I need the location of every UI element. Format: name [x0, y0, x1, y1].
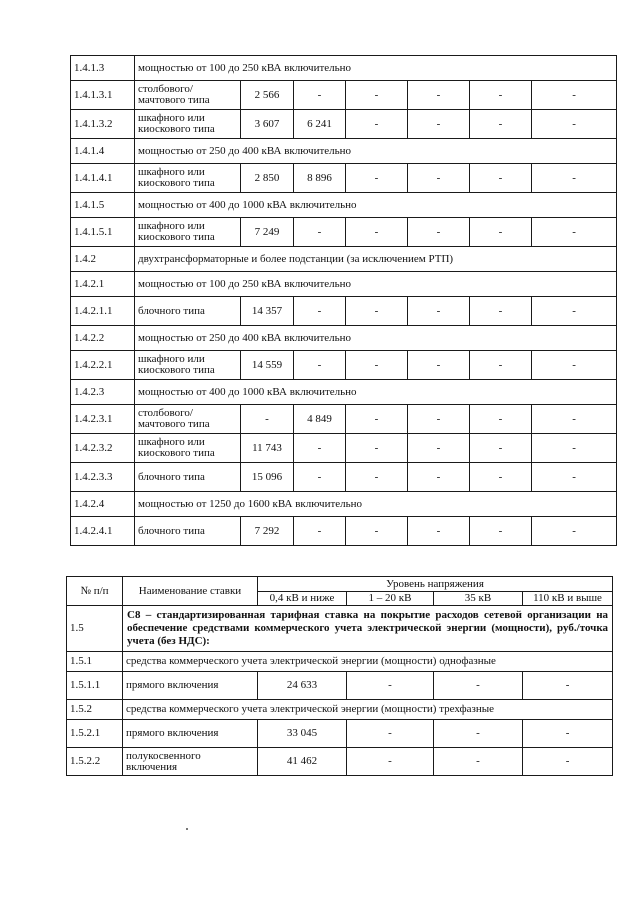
row-value: - — [346, 517, 408, 546]
table-header-row — [67, 577, 613, 592]
row-name: прямого включения — [123, 720, 258, 748]
row-code: 1.4.1.4 — [71, 139, 135, 164]
row-name: шкафного или киоскового типа — [135, 164, 241, 193]
row-value: - — [532, 297, 617, 326]
table-row — [67, 720, 613, 748]
section-title: мощностью от 250 до 400 кВА включительно — [135, 139, 617, 164]
section-row — [71, 247, 617, 272]
row-value: - — [532, 517, 617, 546]
row-value: - — [532, 351, 617, 380]
row-value: - — [294, 517, 346, 546]
row-code: 1.5.2 — [67, 700, 123, 720]
row-code: 1.4.2.4 — [71, 492, 135, 517]
section-row — [71, 139, 617, 164]
section-title: мощностью от 400 до 1000 кВА включительно — [135, 380, 617, 405]
row-code: 1.5 — [67, 606, 123, 652]
table-row — [71, 351, 617, 380]
row-value: - — [470, 463, 532, 492]
row-value: - — [470, 164, 532, 193]
row-code: 1.4.2.2 — [71, 326, 135, 351]
row-value: - — [470, 405, 532, 434]
header-level-1: 1 – 20 кВ — [347, 592, 434, 606]
row-value: - — [434, 672, 523, 700]
row-value: - — [523, 720, 613, 748]
section-row — [67, 652, 613, 672]
table-row — [71, 297, 617, 326]
row-name: блочного типа — [135, 297, 241, 326]
row-code: 1.4.1.5.1 — [71, 218, 135, 247]
table-row — [71, 81, 617, 110]
row-value: - — [408, 434, 470, 463]
row-name: блочного типа — [135, 517, 241, 546]
row-value: 11 743 — [241, 434, 294, 463]
row-value: - — [470, 351, 532, 380]
row-value: - — [294, 434, 346, 463]
row-value: - — [346, 81, 408, 110]
row-value: - — [347, 720, 434, 748]
tariff-table-transformers — [70, 55, 617, 546]
table-row — [67, 748, 613, 776]
row-value: 41 462 — [258, 748, 347, 776]
row-value: - — [408, 110, 470, 139]
row-name: шкафного или киоскового типа — [135, 351, 241, 380]
row-value: - — [346, 463, 408, 492]
row-value: - — [532, 110, 617, 139]
header-level-2: 35 кВ — [434, 592, 523, 606]
row-value: 7 249 — [241, 218, 294, 247]
header-name: Наименование ставки — [123, 577, 258, 606]
section-row — [71, 272, 617, 297]
table-row — [71, 517, 617, 546]
row-name: прямого включения — [123, 672, 258, 700]
row-value: 6 241 — [294, 110, 346, 139]
section-row — [71, 193, 617, 218]
row-value: - — [532, 405, 617, 434]
row-value: - — [470, 434, 532, 463]
tariff-table-metering — [66, 576, 613, 776]
row-name: столбового/ мачтового типа — [135, 81, 241, 110]
row-code: 1.5.2.2 — [67, 748, 123, 776]
title-row — [67, 606, 613, 652]
row-value: 4 849 — [294, 405, 346, 434]
section-title: средства коммерческого учета электрической энергии (мощности) трехфазные — [123, 700, 613, 720]
section-title: мощностью от 100 до 250 кВА включительно — [135, 56, 617, 81]
row-value: - — [294, 297, 346, 326]
row-value: - — [532, 434, 617, 463]
row-code: 1.4.2.3.3 — [71, 463, 135, 492]
row-value: - — [346, 434, 408, 463]
table-row — [71, 463, 617, 492]
section-title: мощностью от 1250 до 1600 кВА включительно — [135, 492, 617, 517]
row-value: - — [523, 672, 613, 700]
row-value: - — [346, 164, 408, 193]
section-title: мощностью от 400 до 1000 кВА включительно — [135, 193, 617, 218]
row-value: - — [470, 81, 532, 110]
row-value: - — [346, 110, 408, 139]
table-row — [67, 672, 613, 700]
row-value: - — [523, 748, 613, 776]
row-name: полукосвенного включения — [123, 748, 258, 776]
row-name: шкафного или киоскового типа — [135, 434, 241, 463]
row-code: 1.4.2 — [71, 247, 135, 272]
section-title: мощностью от 250 до 400 кВА включительно — [135, 326, 617, 351]
section-row — [71, 56, 617, 81]
section-row — [67, 700, 613, 720]
row-value: - — [532, 463, 617, 492]
row-value: 14 559 — [241, 351, 294, 380]
row-code: 1.4.1.3.1 — [71, 81, 135, 110]
row-value: - — [408, 405, 470, 434]
table-row — [71, 164, 617, 193]
header-code: № п/п — [67, 577, 123, 606]
row-value: - — [347, 748, 434, 776]
row-code: 1.4.2.3.1 — [71, 405, 135, 434]
section-title: мощностью от 100 до 250 кВА включительно — [135, 272, 617, 297]
row-value: - — [532, 81, 617, 110]
row-value: - — [408, 463, 470, 492]
row-name: шкафного или киоскового типа — [135, 218, 241, 247]
row-name: блочного типа — [135, 463, 241, 492]
header-level-0: 0,4 кВ и ниже — [258, 592, 347, 606]
row-code: 1.5.1.1 — [67, 672, 123, 700]
section-title: двухтрансформаторные и более подстанции (за исключением РТП) — [135, 247, 617, 272]
row-value: 2 566 — [241, 81, 294, 110]
row-code: 1.4.2.4.1 — [71, 517, 135, 546]
header-level-3: 110 кВ и выше — [523, 592, 613, 606]
row-value: - — [408, 218, 470, 247]
section-row — [71, 326, 617, 351]
row-value: - — [470, 297, 532, 326]
row-value: - — [294, 218, 346, 247]
row-value: 14 357 — [241, 297, 294, 326]
rate-title: С8 – стандартизированная тарифная ставка на покрытие расходов сетевой организации на обеспечение средствами коммерческого учета электрической энергии (мощности), руб./точка учета (без НДС): — [123, 606, 613, 652]
table-row — [71, 218, 617, 247]
row-code: 1.4.1.5 — [71, 193, 135, 218]
row-value: - — [532, 164, 617, 193]
row-value: - — [294, 463, 346, 492]
row-code: 1.4.2.2.1 — [71, 351, 135, 380]
row-value: 8 896 — [294, 164, 346, 193]
row-value: - — [346, 405, 408, 434]
header-voltage-group: Уровень напряжения — [258, 577, 613, 592]
table-row — [71, 110, 617, 139]
row-value: 33 045 — [258, 720, 347, 748]
row-value: - — [241, 405, 294, 434]
row-value: 7 292 — [241, 517, 294, 546]
row-value: - — [346, 297, 408, 326]
row-value: - — [408, 517, 470, 546]
row-value: - — [434, 748, 523, 776]
section-row — [71, 380, 617, 405]
row-code: 1.4.2.3 — [71, 380, 135, 405]
row-name: столбового/ мачтового типа — [135, 405, 241, 434]
row-value: - — [532, 218, 617, 247]
row-value: - — [408, 351, 470, 380]
row-value: - — [408, 164, 470, 193]
row-code: 1.5.2.1 — [67, 720, 123, 748]
row-value: - — [294, 81, 346, 110]
row-code: 1.4.1.3 — [71, 56, 135, 81]
row-code: 1.5.1 — [67, 652, 123, 672]
table-row — [71, 434, 617, 463]
row-code: 1.4.1.4.1 — [71, 164, 135, 193]
row-value: 3 607 — [241, 110, 294, 139]
row-value: 2 850 — [241, 164, 294, 193]
row-value: 15 096 — [241, 463, 294, 492]
row-name: шкафного или киоскового типа — [135, 110, 241, 139]
scan-speck — [186, 828, 188, 830]
row-code: 1.4.2.1.1 — [71, 297, 135, 326]
row-value: - — [408, 297, 470, 326]
row-value: - — [408, 81, 470, 110]
section-row — [71, 492, 617, 517]
row-value: - — [470, 110, 532, 139]
row-value: - — [470, 517, 532, 546]
row-value: - — [434, 720, 523, 748]
row-value: - — [347, 672, 434, 700]
row-value: - — [470, 218, 532, 247]
table-row — [71, 405, 617, 434]
row-value: - — [346, 218, 408, 247]
section-title: средства коммерческого учета электрической энергии (мощности) однофазные — [123, 652, 613, 672]
row-code: 1.4.1.3.2 — [71, 110, 135, 139]
row-code: 1.4.2.3.2 — [71, 434, 135, 463]
row-value: - — [294, 351, 346, 380]
row-code: 1.4.2.1 — [71, 272, 135, 297]
row-value: 24 633 — [258, 672, 347, 700]
row-value: - — [346, 351, 408, 380]
